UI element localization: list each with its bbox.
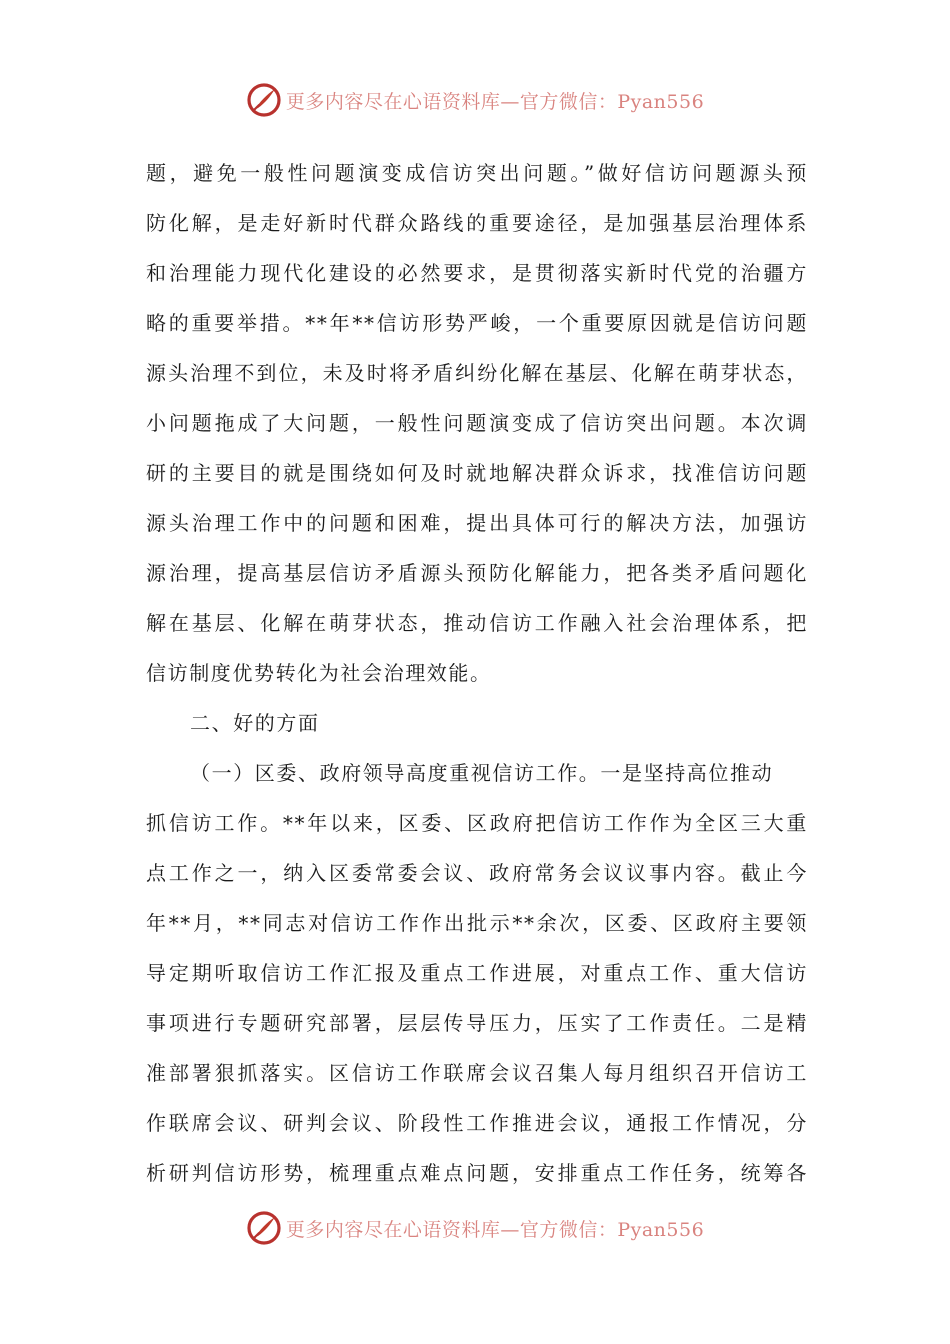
footer-watermark	[0, 1210, 950, 1246]
text-line: 导定期听取信访工作汇报及重点工作进展，对重点工作、重大信访	[146, 961, 808, 985]
quill-logo-icon	[246, 82, 282, 118]
text-line: （一）区委、政府领导高度重视信访工作。一是坚持高位推动	[190, 761, 774, 785]
text-line: 事项进行专题研究部署，层层传导压力，压实了工作责任。二是精	[146, 1011, 808, 1035]
text-line: 源头治理工作中的问题和困难，提出具体可行的解决方法，加强访	[146, 511, 808, 535]
text-line: 作联席会议、研判会议、阶段性工作推进会议，通报工作情况，分	[146, 1111, 808, 1135]
text-line: 年**月，**同志对信访工作作出批示**余次，区委、区政府主要领	[146, 911, 808, 935]
text-line: 解在基层、化解在萌芽状态，推动信访工作融入社会治理体系，把	[146, 611, 808, 635]
quill-logo-icon	[246, 1210, 282, 1246]
section-heading: 二、好的方面	[190, 711, 320, 735]
text-line: 抓信访工作。**年以来，区委、区政府把信访工作作为全区三大重	[146, 811, 808, 835]
text-line: 准部署狠抓落实。区信访工作联席会议召集人每月组织召开信访工	[146, 1061, 808, 1085]
watermark-text: 更多内容尽在心语资料库—官方微信：Pyan556	[285, 90, 705, 113]
text-line: 源头治理不到位，未及时将矛盾纠纷化解在基层、化解在萌芽状态，	[146, 361, 808, 385]
text-line: 防化解，是走好新时代群众路线的重要途径，是加强基层治理体系	[146, 211, 808, 235]
text-line: 略的重要举措。**年**信访形势严峻，一个重要原因就是信访问题	[146, 311, 808, 335]
text-line: 源治理，提高基层信访矛盾源头预防化解能力，把各类矛盾问题化	[146, 561, 808, 585]
text-line: 研的主要目的就是围绕如何及时就地解决群众诉求，找准信访问题	[146, 461, 808, 485]
watermark-text: 更多内容尽在心语资料库—官方微信：Pyan556	[285, 1218, 705, 1241]
header-watermark	[0, 82, 950, 118]
text-line: 析研判信访形势，梳理重点难点问题，安排重点工作任务，统筹各	[146, 1161, 808, 1185]
document-body	[146, 148, 808, 1198]
text-line: 点工作之一，纳入区委常委会议、政府常务会议议事内容。截止今	[146, 861, 808, 885]
text-line: 小问题拖成了大问题，一般性问题演变成了信访突出问题。本次调	[146, 411, 808, 435]
text-line: 题，避免一般性问题演变成信访突出问题。”做好信访问题源头预	[146, 161, 808, 185]
text-line: 和治理能力现代化建设的必然要求，是贯彻落实新时代党的治疆方	[146, 261, 808, 285]
text-line: 信访制度优势转化为社会治理效能。	[146, 661, 492, 685]
